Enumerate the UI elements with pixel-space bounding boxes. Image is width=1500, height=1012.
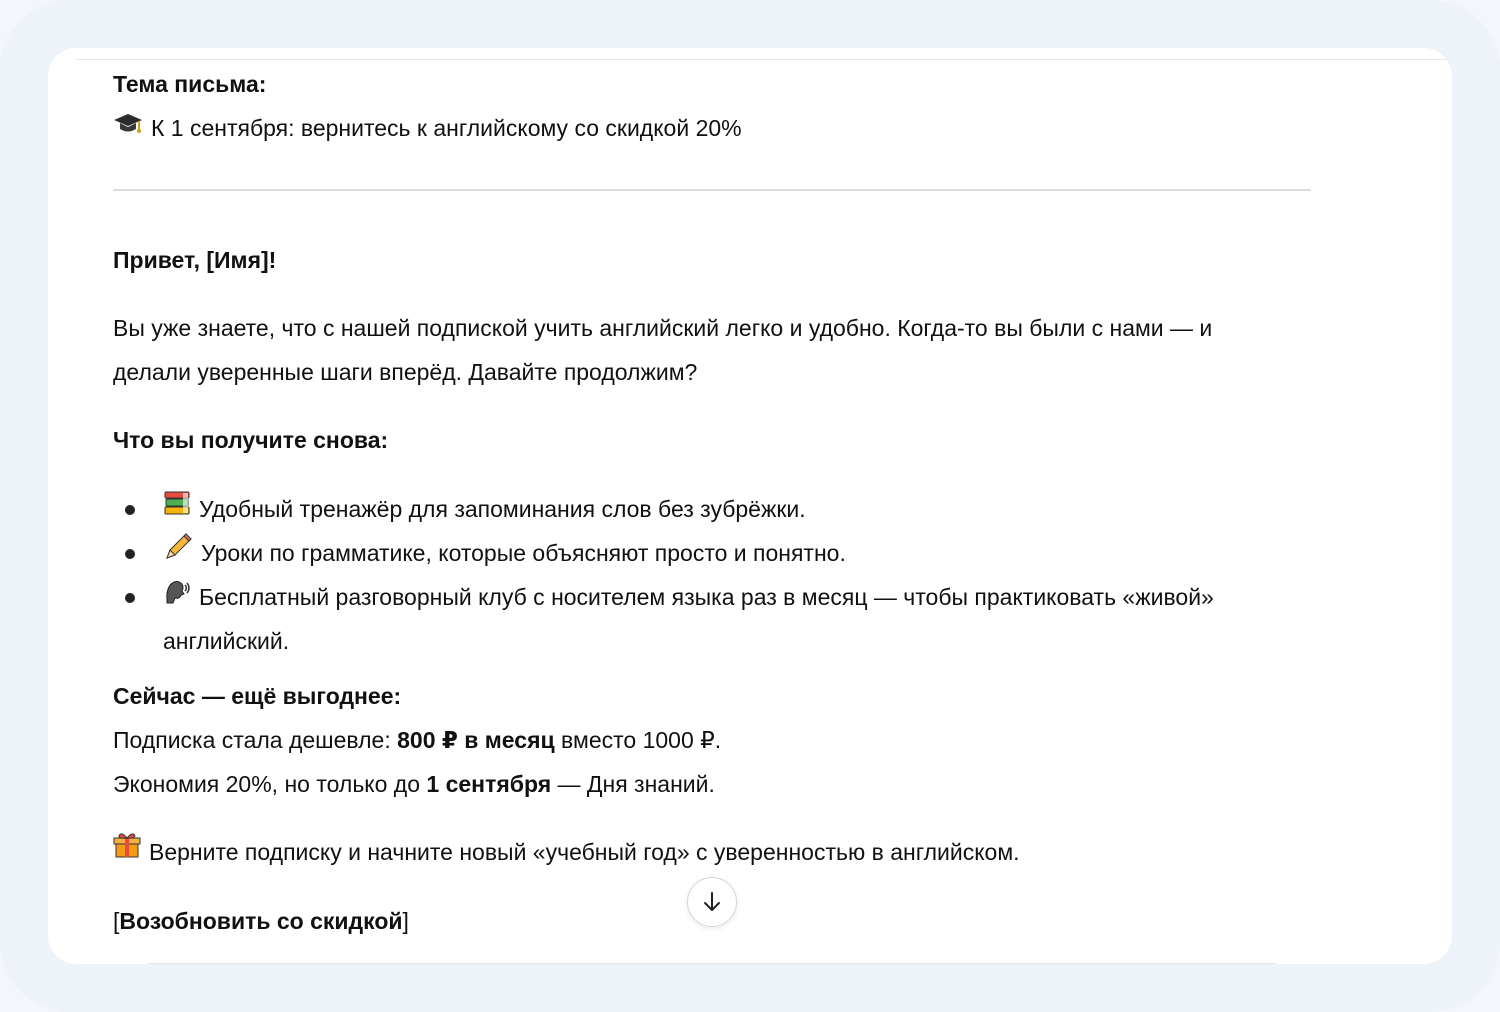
subject-label: Тема письма: — [113, 71, 267, 97]
pencil-icon — [163, 530, 193, 574]
arrow-down-icon — [700, 890, 724, 914]
saving-date: 1 сентября — [426, 771, 552, 797]
bracket-open: [ — [113, 908, 120, 934]
subject-text: К 1 сентября: вернитесь к английскому со скидкой 20% — [151, 115, 742, 141]
price-prefix: Подписка стала дешевле: — [113, 727, 398, 753]
cta-link-line — [113, 899, 409, 943]
gift-icon — [113, 829, 141, 873]
divider — [113, 189, 1311, 191]
benefit-item-1 — [163, 487, 806, 533]
bracket-close: ] — [402, 908, 409, 934]
renew-discount-link[interactable]: Возобновить со скидкой — [119, 908, 403, 934]
graduation-cap-icon — [113, 105, 143, 149]
bottom-divider — [148, 963, 1276, 964]
price-new: 800 ₽ в месяц — [397, 727, 555, 753]
benefit-text: Бесплатный разговорный клуб с носителем языка раз в месяц — чтобы практиковать «живой» — [199, 584, 1214, 610]
saving-prefix: Экономия 20%, но только до — [113, 771, 427, 797]
intro-line-2: делали уверенные шаги вперёд. Давайте продолжим? — [113, 359, 698, 385]
benefit-item-3 — [163, 575, 1214, 621]
saving-suffix: — Дня знаний. — [551, 771, 715, 797]
greeting: Привет, [Имя]! — [113, 247, 277, 273]
subject-line — [113, 106, 742, 152]
price-old: вместо 1000 ₽. — [554, 727, 722, 753]
scroll-down-button[interactable] — [687, 877, 737, 927]
card-top-divider — [76, 59, 1452, 60]
cta-text: Верните подписку и начните новый «учебный год» с уверенностью в английском. — [149, 839, 1020, 865]
saving-line — [113, 762, 715, 806]
cta-line — [113, 830, 1020, 876]
chat-message-card — [48, 48, 1452, 964]
books-icon — [163, 486, 191, 530]
intro-line-1: Вы уже знаете, что с нашей подпиской учить английский легко и удобно. Когда-то вы были с нами — и — [113, 315, 1213, 341]
price-line — [113, 718, 721, 762]
benefits-heading: Что вы получите снова: — [113, 427, 389, 453]
benefit-text: Удобный тренажёр для запоминания слов без зубрёжки. — [199, 496, 806, 522]
bullet-dot — [125, 593, 135, 603]
speaking-head-icon — [163, 574, 191, 618]
benefit-item-2 — [163, 531, 846, 577]
benefit-text: Уроки по грамматике, которые объясняют просто и понятно. — [201, 540, 846, 566]
bullet-dot — [125, 505, 135, 515]
offer-heading: Сейчас — ещё выгоднее: — [113, 683, 402, 709]
benefit-item-3-cont: английский. — [163, 628, 290, 654]
bullet-dot — [125, 549, 135, 559]
